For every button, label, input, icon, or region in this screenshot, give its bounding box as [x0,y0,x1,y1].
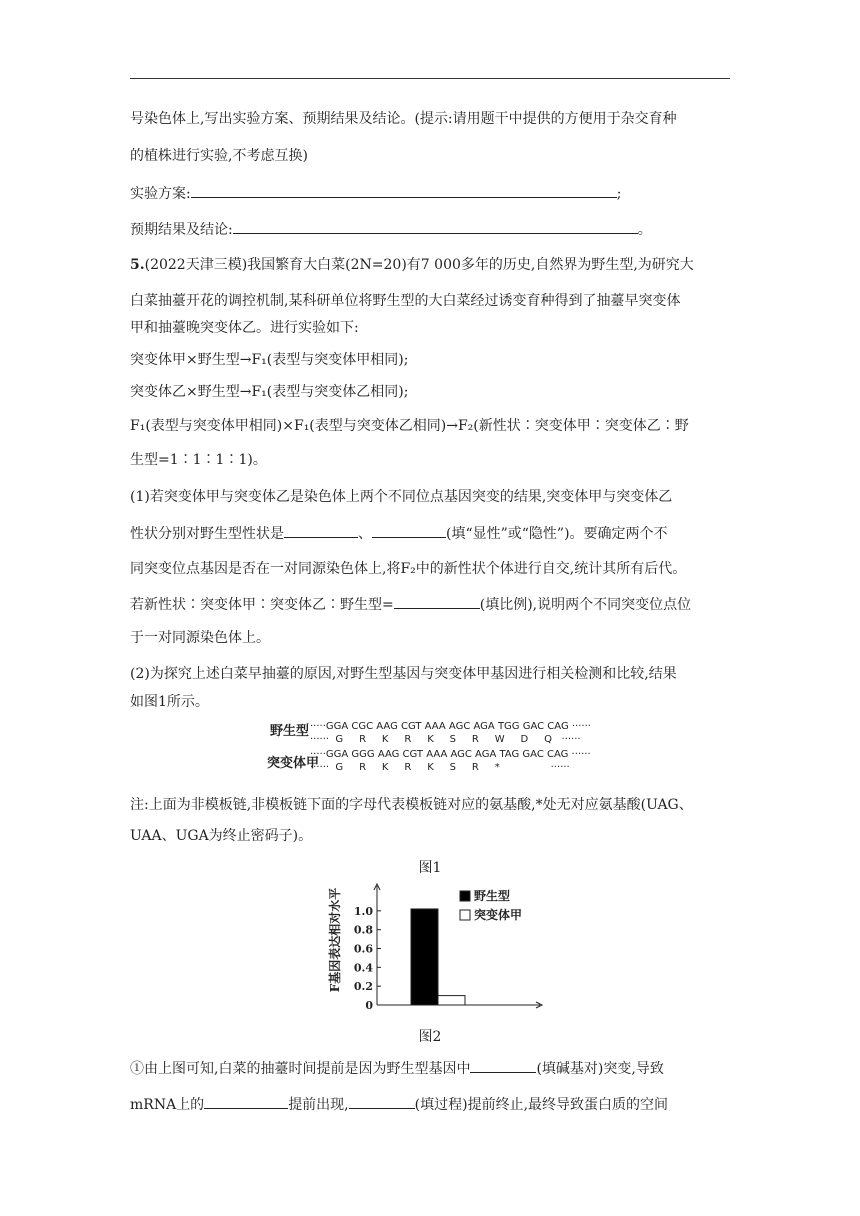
cross-line: 突变体乙×野生型→F₁(表型与突变体乙相同); [130,384,409,400]
answer-blank[interactable] [470,1058,536,1073]
answer-blank[interactable] [349,1094,415,1109]
text-line: 生型=1∶1∶1∶1)。 [130,452,267,468]
axes [354,884,542,1012]
answer-blank[interactable] [233,219,638,234]
figure-2-caption: 图2 [418,1029,442,1045]
question-number: 5. [130,257,145,273]
y-tick-label: 0 [365,999,373,1012]
wild-type-amino-acids: ······ G R K R K S R W D Q ······ [310,734,581,745]
legend [460,888,522,922]
label: 预期结果及结论: [130,222,233,238]
y-tick-label: 0.6 [353,942,373,956]
legend-swatch [460,910,470,920]
text-line: 的植株进行实验,不考虑互换) [130,148,308,164]
text-line: 白菜抽薹开花的调控机制,某科研单位将野生型的大白菜经过诱变育种得到了抽薹早突变体 [130,293,681,309]
text: (填“显性”或“隐性”)。要确定两个不 [446,526,668,542]
cross-line: 突变体甲×野生型→F₁(表型与突变体甲相同); [130,352,409,368]
question-1-line [130,523,668,544]
experiment-plan-line [130,183,621,204]
text: 、 [358,526,372,542]
answer-blank[interactable] [204,1094,288,1109]
wild-type-label: 野生型 [270,724,310,739]
y-tick-label: 0.4 [353,961,373,975]
answer-line-1 [130,1058,664,1079]
wild-type-dna: ·····GGA CGC AAG CGT AAA AGC AGA TGG GAC CAG ······ [310,721,591,732]
y-tick-label: 0.2 [353,980,373,994]
expected-result-line [130,219,652,240]
mutant-label: 突变体甲 [267,756,320,771]
answer-blank[interactable] [284,523,358,538]
legend-label: 野生型 [474,889,511,903]
punct: 。 [637,222,652,238]
legend-label: 突变体甲 [474,908,523,922]
mutant-amino-acids: ······ G R K R K S R * ······ [310,762,570,773]
answer-blank[interactable] [191,183,617,198]
ratio-line [130,594,691,615]
text: (填碱基对)突变,导致 [536,1061,664,1077]
mutant-dna: ·····GGA GGG AAG CGT AAA AGC AGA TAG GAC CAG ······ [310,749,591,760]
bar-mutant [438,996,465,1005]
label: 实验方案: [130,186,191,202]
text-line: 如图1所示。 [130,694,209,710]
text: 若新性状∶突变体甲∶突变体乙∶野生型= [130,597,394,613]
text-line: 于一对同源染色体上。 [130,630,270,646]
text: (填比例),说明两个不同突变位点位 [479,597,692,613]
y-tick-label: 0.8 [353,923,373,937]
cross-line: F₁(表型与突变体甲相同)×F₁(表型与突变体乙相同)→F₂(新性状∶突变体甲∶突变体乙∶野 [130,418,689,434]
text: (填过程)提前终止,最终导致蛋白质的空间 [414,1097,669,1113]
text-line: (2)为探究上述白菜早抽薹的原因,对野生型基因与突变体甲基因进行相关检测和比较,结果 [130,666,677,682]
answer-line-2 [130,1094,668,1115]
text: ①由上图可知,白菜的抽薹时间提前是因为野生型基因中 [130,1061,471,1077]
header-rule [130,78,730,79]
legend-swatch [460,891,470,901]
bars [411,909,465,1005]
bar-wild-type [411,909,438,1005]
question-5-line [130,255,694,275]
question-text: (2022天津三模)我国繁育大白菜(2N=20)有7 000多年的历史,自然界为野生型,为研究大 [144,257,694,273]
note-line: 注:上面为非模板链,非模板链下面的字母代表模板链对应的氨基酸,*处无对应氨基酸(UAG、 [130,797,693,813]
figure-1-caption: 图1 [418,860,442,876]
bar-chart [325,872,565,1022]
punct: ; [616,186,622,202]
y-axis-label: F基因表达相对水平 [328,887,342,993]
y-tick-label: 1.0 [353,904,373,918]
text-line: 同突变位点基因是否在一对同源染色体上,将F₂中的新性状个体进行自交,统计其所有后代。 [130,561,687,577]
text: 性状分别对野生型性状是 [130,526,284,542]
answer-blank[interactable] [394,594,480,609]
answer-blank[interactable] [372,523,446,538]
note-line: UAA、UGA为终止密码子)。 [130,828,313,844]
text: 提前出现, [288,1097,349,1113]
text: mRNA上的 [130,1097,205,1113]
text-line: (1)若突变体甲与突变体乙是染色体上两个不同位点基因突变的结果,突变体甲与突变体乙 [130,489,673,505]
text-line: 甲和抽薹晚突变体乙。进行实验如下: [130,320,359,336]
text-line: 号染色体上,写出实验方案、预期结果及结论。(提示:请用题干中提供的方便用于杂交育种 [130,111,677,127]
